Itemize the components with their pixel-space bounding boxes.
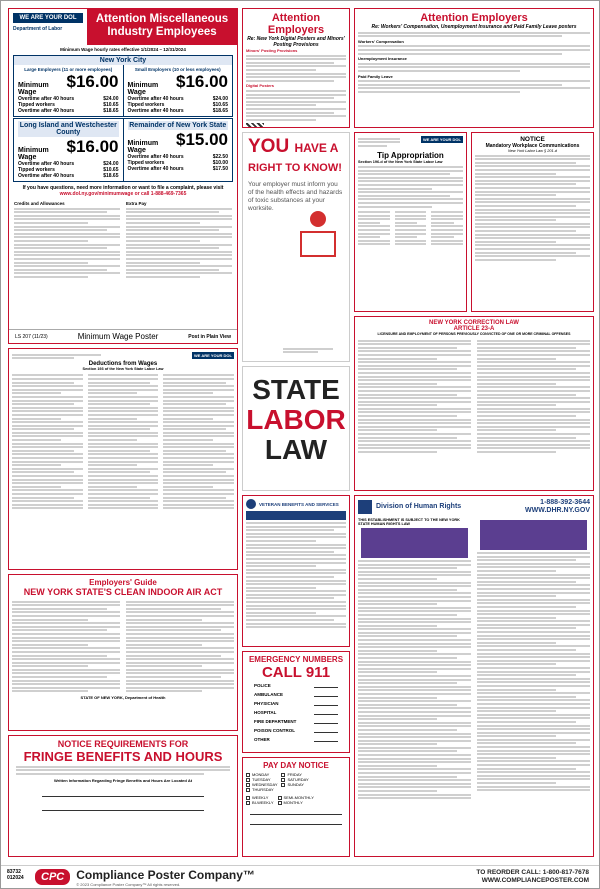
copyright: © 2023 Compliance Poster Company™ All rights reserved. (76, 881, 181, 887)
wage-cell (14, 65, 124, 116)
panel-title: EMERGENCY NUMBERS (248, 655, 344, 664)
extra-pay-body (126, 208, 232, 278)
veteran-seal-icon (246, 499, 256, 509)
rtk-line1: YOU (248, 136, 290, 157)
dol-label: WE ARE YOUR DOL (193, 353, 232, 358)
wage-cell (124, 119, 233, 181)
state-labor-law-panel (242, 366, 350, 491)
signature-line (250, 810, 342, 815)
state-labor-law-logo (243, 367, 349, 465)
dol-department: Department of Labor (13, 26, 63, 32)
day-label: SUNDAY (287, 782, 304, 787)
form-code: LS 207 (11/23) (15, 333, 48, 340)
law-word: LAW (264, 434, 328, 465)
contact-text: www.dol.ny.gov/minimumwage or call 1-888-469-7365 (59, 191, 187, 197)
wage-label: Minimum Wage (127, 140, 159, 154)
rate-value: $10.65 (103, 102, 119, 108)
field-label: POLICE (254, 683, 271, 688)
law-word: LABOR (246, 404, 346, 435)
panel-title: Tip Appropriation (377, 151, 444, 161)
rate-label: Overtime after 40 hours (18, 108, 75, 114)
min-wage-title (87, 9, 237, 45)
veteran-benefits-panel (242, 495, 350, 647)
right-to-know-panel (242, 132, 350, 362)
checkbox[interactable] (246, 773, 250, 777)
section-heading: Unemployment Insurance (358, 56, 407, 62)
day-label: MONDAY (252, 772, 270, 777)
checkbox[interactable] (246, 778, 250, 782)
field-line (314, 701, 338, 706)
rate-value: $18.65 (103, 108, 119, 114)
panel-title: NOTICE REQUIREMENTS FOR (57, 739, 189, 749)
min-wage-question (9, 183, 237, 199)
field-label: FIRE DEPARTMENT (254, 719, 297, 724)
emergency-numbers-panel (242, 651, 350, 753)
period-label: SEMI-MONTHLY (283, 795, 314, 800)
rtk-line3: RIGHT TO KNOW! (248, 162, 342, 174)
min-wage-title-line2: Industry Employees (107, 26, 217, 38)
wage-label: Minimum Wage (18, 82, 49, 96)
contact-info (525, 499, 590, 515)
rate-label: Tipped workers (127, 160, 165, 166)
question-text: If you have questions, need more information or want to file a complaint, please visit (22, 185, 224, 191)
rate-value: $18.65 (103, 173, 119, 179)
ny-state-logo-icon (358, 500, 372, 514)
panel-title: Deductions from Wages (88, 360, 158, 367)
wage-cell (14, 119, 124, 181)
wage-label: Minimum Wage (127, 82, 159, 96)
checkbox[interactable] (281, 778, 285, 782)
section-heading: Minors' Posting Provisions (246, 48, 298, 53)
rate-value: $18.65 (212, 108, 228, 114)
fringe-benefits-panel (8, 735, 238, 857)
fringe-note: Written Information Regarding Fringe Benefits and Hours Are Located At (53, 777, 193, 783)
dol-logo (9, 9, 87, 45)
panel-title: Attention Employers (267, 12, 325, 36)
deductions-panel (8, 348, 238, 570)
panel-title: Attention Employers (420, 12, 528, 24)
panel-heading: Employers' Guide (89, 578, 157, 587)
min-wage-title-line1: Attention Miscellaneous (95, 13, 229, 25)
panel-title: NEW YORK CORRECTION LAW (429, 320, 519, 326)
rate-value: $17.50 (212, 166, 228, 172)
checkbox[interactable] (281, 773, 285, 777)
rate-label: Overtime after 40 hours (18, 173, 75, 179)
company-name: Compliance Poster Company™ (76, 867, 255, 882)
field-line (314, 683, 338, 688)
product-code (7, 869, 24, 881)
panel-subtitle: Mandatory Workplace Communications (485, 143, 580, 149)
panel-footer: STATE OF NEW YORK, Department of Health (80, 695, 166, 701)
panel-subtitle: Section 193 of the New York State Labor Law (82, 366, 164, 371)
rate-value: $24.00 (103, 96, 119, 102)
checkbox[interactable] (278, 796, 282, 800)
location-line (42, 791, 204, 797)
field-label: OTHER (254, 737, 270, 742)
clean-indoor-air-panel (8, 574, 238, 731)
rate-value: $24.00 (212, 96, 228, 102)
reorder-phone[interactable]: TO REORDER CALL: 1-800-817-7678 (476, 869, 589, 876)
day-label: FRIDAY (287, 772, 302, 777)
reading-person-icon (297, 211, 339, 269)
dol-label: WE ARE YOUR DOL (13, 13, 83, 23)
website-link[interactable]: WWW.COMPLIANCEPOSTER.COM (481, 877, 589, 884)
qr-code-icon (246, 123, 264, 128)
credits-title: Credits and Allowances (14, 201, 65, 206)
checkbox[interactable] (246, 796, 250, 800)
panel-title: PAY DAY NOTICE (263, 761, 329, 770)
day-label: SATURDAY (287, 777, 309, 782)
wage-value: $16.00 (66, 137, 119, 156)
rate-label: Overtime after 40 hours (127, 154, 184, 160)
panel-subtitle: ARTICLE 23-A (453, 326, 495, 332)
org-name: Division of Human Rights (376, 503, 462, 510)
section-heading: Paid Family Leave (358, 73, 393, 79)
checkbox[interactable] (281, 783, 285, 787)
checkbox[interactable] (246, 788, 250, 792)
panel-title: NOTICE (520, 136, 545, 143)
rtk-body: Your employer must inform you of the health effects and hazards of toxic substances at your worksite. (248, 181, 343, 212)
credits-body (14, 208, 120, 278)
rate-label: Tipped workers (18, 167, 55, 173)
rate-label: Overtime after 40 hours (127, 108, 184, 114)
day-label: TUESDAY (252, 777, 271, 782)
location-line (42, 805, 204, 811)
rtk-line2: HAVE A (294, 141, 339, 155)
period-label: BI-WEEKLY (252, 800, 274, 805)
phone-number: 1-888-392-3644 (540, 499, 590, 506)
region-name: Remainder of New York State (129, 122, 227, 129)
hr-banner: THIS ESTABLISHMENT IS SUBJECT TO THE NEW YORK STATE HUMAN RIGHTS LAW (358, 518, 460, 526)
hr-highlight (480, 520, 587, 550)
correction-law-panel (354, 316, 594, 491)
period-label: MONTHLY (283, 800, 303, 805)
checkbox[interactable] (278, 801, 282, 805)
emergency-number: CALL 911 (261, 664, 331, 681)
human-rights-panel (354, 495, 594, 857)
panel-title: VETERAN BENEFITS AND SERVICES (259, 501, 339, 507)
period-label: WEEKLY (252, 795, 269, 800)
rate-label: Overtime after 40 hours (18, 161, 75, 167)
region-nyc (13, 55, 233, 117)
poster-footer (1, 865, 599, 888)
reorder-info (476, 869, 589, 885)
code-line: 012024 (7, 875, 24, 881)
law-citation: New York Labor Law § 201-d (508, 149, 557, 153)
extra-pay-title: Extra Pay (126, 201, 147, 206)
section-heading: Digital Posters (246, 83, 275, 89)
region-name: Long Island and Westchester County (19, 122, 117, 136)
field-label: HOSPITAL (254, 710, 277, 715)
footer-note: Post in Plain View (188, 333, 231, 340)
checkbox[interactable] (246, 783, 250, 787)
field-line (314, 719, 338, 724)
code-line: 83732 (7, 869, 21, 875)
footer-title: Minimum Wage Poster (77, 332, 159, 341)
panel-subtitle: Re: New York Digital Posters and Minors' Posting Provisions (247, 36, 345, 48)
hr-highlight (361, 528, 468, 558)
rate-value: $10.00 (212, 160, 228, 166)
wage-caption: Small Employers (10 or less employees) (134, 67, 221, 72)
law-word: STATE (252, 374, 340, 405)
wage-caption: Large Employers (11 or more employees) (24, 67, 113, 72)
rate-value: $22.50 (212, 154, 228, 160)
rate-label: Overtime after 40 hours (18, 96, 75, 102)
rate-value: $10.65 (103, 167, 119, 173)
rate-value: $10.65 (212, 102, 228, 108)
field-line (314, 737, 338, 742)
veteran-banner (246, 511, 346, 520)
field-label: POISON CONTROL (254, 728, 296, 733)
tip-appropriation-panel (354, 132, 467, 312)
region-name: New York City (14, 56, 232, 65)
wage-label: Minimum Wage (18, 147, 49, 161)
checkbox[interactable] (246, 801, 250, 805)
field-line (314, 692, 338, 697)
cpc-logo: CPC (35, 869, 70, 885)
signature-line (250, 820, 342, 825)
panel-title: NEW YORK STATE'S CLEAN INDOOR AIR ACT (23, 587, 223, 597)
panel-heading: LICENSURE AND EMPLOYMENT OF PERSONS PREVIOUSLY CONVICTED OF ONE OR MORE CRIMINAL OFFENSES (377, 332, 571, 336)
attention-digital-panel (242, 8, 350, 128)
attention-wc-panel (354, 8, 594, 128)
day-label: THURSDAY (252, 787, 274, 792)
field-label: AMBULANCE (254, 692, 283, 697)
rate-label: Tipped workers (127, 102, 165, 108)
wage-cell (124, 65, 233, 116)
payday-notice-panel (242, 757, 350, 857)
panel-subtitle: Re: Workers' Compensation, Unemployment Insurance and Paid Family Leave posters (371, 24, 577, 30)
minimum-wage-panel (8, 8, 238, 344)
mandatory-communications-panel (471, 132, 594, 312)
field-line (314, 710, 338, 715)
law-citation: Section 196-d of the New York State Labor Law (358, 160, 443, 165)
day-label: WEDNESDAY (252, 782, 278, 787)
rate-label: Overtime after 40 hours (127, 166, 184, 172)
rtk-heading (248, 138, 344, 177)
wage-value: $15.00 (176, 130, 228, 149)
dol-label: WE ARE YOUR DOL (422, 137, 461, 142)
rate-label: Overtime after 40 hours (127, 96, 184, 102)
min-wage-footer (9, 329, 237, 343)
rate-label: Tipped workers (18, 102, 55, 108)
min-wage-subtitle: Minimum Wage hourly rates effective 1/1/2024 – 12/31/2024 (60, 47, 186, 52)
panel-big-title: FRINGE BENEFITS AND HOURS (23, 749, 223, 764)
website: WWW.DHR.NY.GOV (525, 507, 590, 514)
wage-value: $16.00 (66, 72, 119, 91)
field-line (314, 728, 338, 733)
wage-value: $16.00 (176, 72, 228, 91)
section-heading: Workers' Compensation (358, 38, 404, 44)
field-label: PHYSICIAN (254, 701, 279, 706)
rate-value: $24.00 (103, 161, 119, 167)
region-li-remainder (13, 118, 233, 182)
